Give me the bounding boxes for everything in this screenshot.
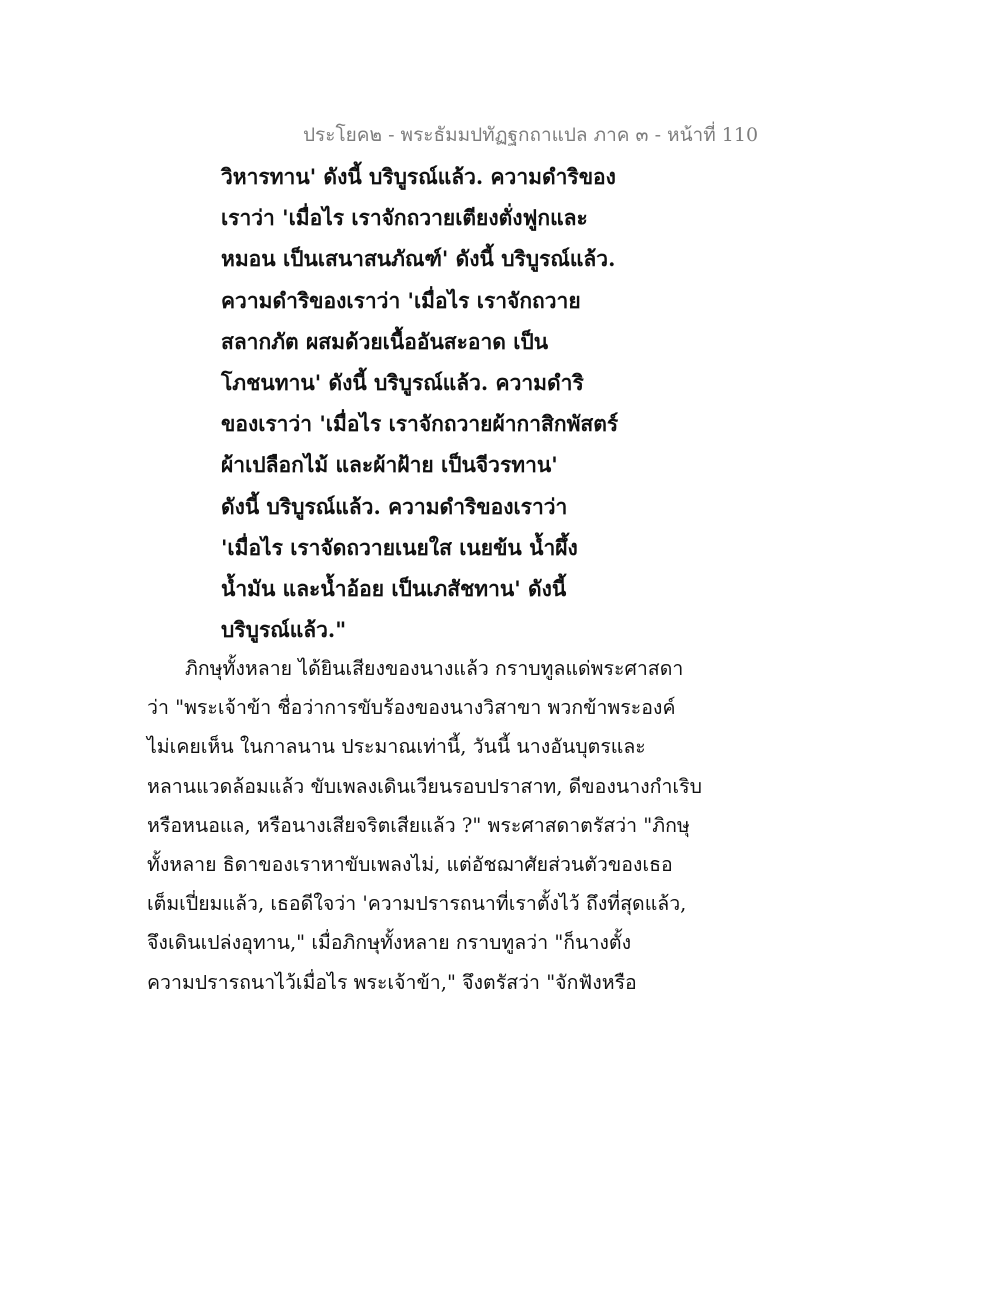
body-line: จึงเดินเปล่งอุทาน," เมื่อภิกษุทั้งหลาย กราบทูลว่า "ก็นางตั้ง (147, 931, 632, 955)
quote-line: สลากภัต ผสมด้วยเนื้ออันสะอาด เป็น (221, 328, 549, 354)
quote-line: ดังนี้ บริบูรณ์แล้ว. ความดำริของเราว่า (221, 493, 568, 519)
running-header: ประโยค๒ - พระธัมมปทัฏฐกถาแปล ภาค ๓ - หน้าที่ 110 (303, 124, 759, 146)
quote-line: ความดำริของเราว่า 'เมื่อไร เราจักถวาย (221, 287, 581, 313)
quote-line: วิหารทาน' ดังนี้ บริบูรณ์แล้ว. ความดำริของ (221, 164, 616, 189)
body-line: หรือหนอแล, หรือนางเสียจริตเสียแล้ว ?" พระศาสดาตรัสว่า "ภิกษุ (147, 813, 690, 837)
quote-line: เราว่า 'เมื่อไร เราจักถวายเตียงตั่งฟูกและ (221, 205, 588, 231)
quote-line: หมอน เป็นเสนาสนภัณฑ์' ดังนี้ บริบูรณ์แล้ว. (221, 246, 616, 272)
quote-line: ของเราว่า 'เมื่อไร เราจักถวายผ้ากาสิกพัสตร์ (221, 411, 619, 437)
body-line: หลานแวดล้อมแล้ว ขับเพลงเดินเวียนรอบปราสาท, ดีของนางกำเริบ (147, 774, 702, 798)
body-line: เต็มเปี่ยมแล้ว, เธอดีใจว่า 'ความปรารถนาที่เราตั้งไว้ ถึงที่สุดแล้ว, (147, 892, 687, 916)
quote-line: ผ้าเปลือกไม้ และผ้าฝ้าย เป็นจีวรทาน' (221, 452, 558, 478)
body-line: ไม่เคยเห็น ในกาลนาน ประมาณเท่านี้, วันนี้ นางอันบุตรและ (147, 735, 646, 759)
quote-line: 'เมื่อไร เราจัดถวายเนยใส เนยข้น น้ำผึ้ง (221, 534, 578, 560)
quote-line: น้ำมัน และน้ำอ้อย เป็นเภสัชทาน' ดังนี้ (221, 575, 567, 601)
body-paragraph (147, 649, 702, 1002)
quote-line: โภชนทาน' ดังนี้ บริบูรณ์แล้ว. ความดำริ (221, 369, 584, 395)
body-line: ทั้งหลาย ธิดาของเราหาขับเพลงไม่, แต่อัชฌาศัยส่วนตัวของเธอ (147, 852, 673, 876)
body-line: ว่า "พระเจ้าข้า ชื่อว่าการขับร้องของนางวิสาขา พวกข้าพระองค์ (147, 696, 676, 720)
quote-line: บริบูรณ์แล้ว." (221, 617, 347, 643)
body-line: ภิกษุทั้งหลาย ได้ยินเสียงของนางแล้ว กราบทูลแด่พระศาสดา (185, 657, 684, 680)
verse-quote-block (221, 156, 641, 650)
body-line: ความปรารถนาไว้เมื่อไร พระเจ้าข้า," จึงตรัสว่า "จักฟังหรือ (147, 970, 637, 994)
